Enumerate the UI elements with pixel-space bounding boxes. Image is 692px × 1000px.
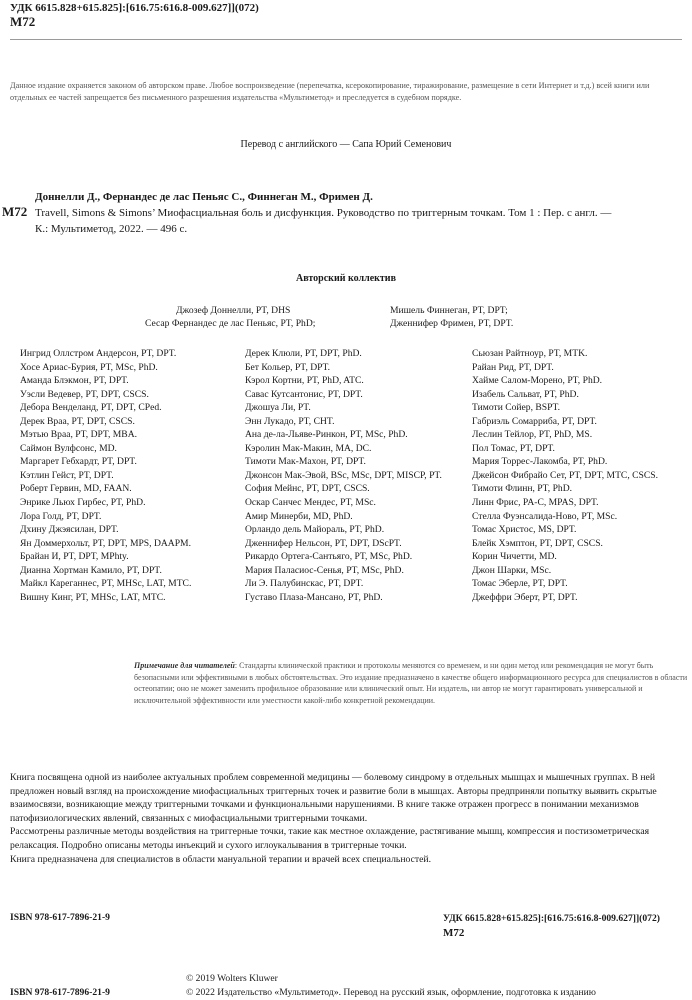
contributor: Амир Минерби, MD, PhD. [245,510,353,522]
contributor: Томас Эберле, PT, DPT. [472,578,568,590]
catalog-authors: Доннелли Д., Фернандес де лас Пеньяс С., Финнеган М., Фримен Д. [35,191,373,203]
copyright-original: © 2019 Wolters Kluwer [186,973,278,984]
contributor: Сьюзан Райтноур, PT, MTK. [472,348,588,359]
contributor: Тимоти Мак-Махон, PT, DPT. [245,456,366,468]
reader-note-text: : Стандарты клинической практики и протоколы меняются со временем, и ни один метод или рекомендация не могут быть безопасными или эффективными в любых обстоятельствах. Это издание предназначено в качестве общего информационного ресурса для специалистов в области остеопатии; оно не может заменить профильное образование или клинический опыт. Ни издатель, ни автор не могут гарантировать универсальной и исключительной эффективности или уместности какой-либо конкретной рекомендации. [134,661,688,705]
contributor: Ян Доммерхольт, PT, DPT, MPS, DAAPM. [20,537,191,549]
contributor: Пол Томас, PT, DPT. [472,442,555,454]
contributor: Саймон Вулфсонс, MD. [20,442,117,454]
contributor: Вишну Кинг, PT, MHSc, LAT, MTC. [20,591,166,603]
lead-editor: Сесар Фернандес де лас Пеньяс, PT, PhD; [145,318,316,329]
lead-editors-left [145,304,363,330]
author-collective-title: Авторский коллектив [296,273,396,284]
book-annotation [10,771,688,866]
contributor: Стелла Фуэнсалида-Ново, PT, MSc. [472,510,618,522]
contributor: Дерек Враа, PT, DPT, CSCS. [20,415,135,427]
contributor: Блейк Хэмптон, PT, DPT, CSCS. [472,537,603,549]
contributor: Кэрол Кортни, PT, PhD, ATC. [245,375,364,387]
bbk-code-header: M72 [10,14,36,29]
contributor: Леслин Тейлор, PT, PhD, MS. [472,429,593,441]
contributor: Брайан И, PT, DPT, MPhty. [20,551,129,563]
contributor: Савас Кутсантонис, PT, DPT. [245,388,363,400]
udk-code-footer: УДК 6615.828+615.825]:[616.75:616.8-009.627]](072) [443,913,660,924]
contributor: Энн Лукадо, PT, CHT. [245,415,335,427]
reader-note-label: Примечание для читателей [134,661,235,670]
contributor: Кэролин Мак-Макин, MA, DC. [245,442,372,454]
contributor: Хосе Ариас-Бурия, PT, MSc, PhD. [20,361,158,373]
reader-note [134,660,692,706]
annotation-paragraph: Книга предназначена для специалистов в области мануальной терапии и врачей всех специальностей. [10,853,432,865]
contributor: Томас Христос, MS, DPT. [472,524,577,536]
contributor: Лора Голд, PT, DPT. [20,510,102,522]
contributor: Мария Торрес-Лакомба, PT, PhD. [472,456,608,468]
contributor: Джонсон Мак-Эвой, BSc, MSc, DPT, MISCP, PT. [245,469,442,481]
isbn-footer: ISBN 978-617-7896-21-9 [10,987,110,998]
lead-editor: Дженнифер Фримен, PT, DPT. [390,318,514,329]
translator-credit: Перевод с английского — Сапа Юрий Семенович [240,139,452,150]
contributor: Бет Кольер, PT, DPT. [245,361,331,373]
contributor: Тимоти Флинн, PT, PhD. [472,483,573,495]
catalog-title-line-1: Travell, Simons & Simons’ Миофасциальная боль и дисфункция. Руководство по триггерным точкам. Том 1 : Пер. с англ. — [35,207,612,219]
contributors-column-3 [472,347,658,604]
contributor: Маргарет Гебхардт, PT, DPT. [20,456,137,468]
contributor: Джон Шарки, MSc. [472,564,552,576]
contributor: Дебора Венделанд, PT, DPT, CPed. [20,402,162,414]
contributor: Тимоти Сойер, BSPT. [472,402,561,414]
contributor: Дженнифер Нельсон, PT, DPT, DScPT. [245,537,402,549]
contributor: Хайме Салом-Морено, PT, PhD. [472,375,603,387]
contributor: Джошуа Ли, PT. [245,402,311,414]
contributor: Ингрид Оллстром Андерсон, PT, DPT. [20,348,177,359]
contributor: Густаво Плаза-Мансано, PT, PhD. [245,591,383,603]
lead-editor: Джозеф Доннелли, PT, DHS [176,305,291,316]
contributors-column-1 [20,347,191,604]
contributor: София Мейнс, PT, DPT, CSCS. [245,483,370,495]
bbk-code-footer: M72 [443,927,465,939]
contributor: Линн Фрис, PA-C, MPAS, DPT. [472,497,599,509]
annotation-paragraph: Рассмотрены различные методы воздействия на триггерные точки, такие как местное охлаждение, растягивание мышц, компрессия и постизометрическая релаксация. Подробно описаны методы инъекций и сухого иглоукалывания в триггерные точки. [10,826,650,851]
annotation-paragraph: Книга посвящена одной из наиболее актуальных проблем современной медицины — болевому синдрому в отдельных мышцах и мышечных группах. В ней предложен новый взгляд на происхождение миофасциальных триггерных точек и развитие боли в мышцах. Авторы предприняли попытку выявить скрытые взаимосвязи, возникающие между триггерными точками и функциональными нарушениями. В книге также отражен прогресс в понимании механизмов патофизиологических явлений, связанных с миофасциальными триггерными точками. [10,772,657,824]
copyright-notice: Данное издание охраняется законом об авторском праве. Любое воспроизведение (перепечатка, ксерокопирование, тиражирование, размещение в сети Интернет и т.д.) всей книги или отдельных ее частей запрещается без письменного разрешения издательства «Мультиметод» и преследуется в судебном порядке. [10,81,650,102]
contributor: Ана де-ла-Льяве-Ринкон, PT, MSc, PhD. [245,429,408,441]
contributor: Уэсли Ведевер, PT, DPT, CSCS. [20,388,149,400]
contributor: Кэтлин Гейст, PT, DPT. [20,469,114,481]
contributor: Джейсон Фибрайо Сет, PT, DPT, MTC, CSCS. [472,469,658,481]
header-divider [10,39,682,40]
contributor: Корин Чичетти, MD. [472,551,557,563]
catalog-code: M72 [2,204,28,219]
udk-code-header: УДК 6615.828+615.825]:[616.75:616.8-009.627]](072) [10,2,259,14]
contributor: Мария Паласиос-Сенья, PT, MSc, PhD. [245,564,404,576]
contributor: Дерек Клюли, PT, DPT, PhD. [245,348,362,359]
contributor: Габриэль Сомарриба, PT, DPT. [472,415,597,427]
contributor: Энрике Льюх Гирбес, PT, PhD. [20,497,146,509]
lead-editors-right [390,304,650,330]
contributor: Роберт Гервин, MD, FAAN. [20,483,132,495]
contributor: Мэтью Враа, PT, DPT, MBA. [20,429,138,441]
lead-editor: Мишель Финнеган, PT, DPT; [390,305,508,316]
copyright-translation: © 2022 Издательство «Мультиметод». Перевод на русский язык, оформление, подготовка к изданию [186,987,596,998]
contributor: Джеффри Эберт, PT, DPT. [472,591,578,603]
contributor: Орландо дель Майораль, PT, PhD. [245,524,385,536]
isbn: ISBN 978-617-7896-21-9 [10,912,110,923]
contributor: Оскар Санчес Мендес, PT, MSc. [245,497,376,509]
contributor: Дхину Джэясилан, DPT. [20,524,119,536]
contributor: Дианна Хортман Камило, PT, DPT. [20,564,162,576]
contributor: Ли Э. Палубинскас, PT, DPT. [245,578,364,590]
contributor: Райан Рид, PT, DPT. [472,361,554,373]
contributor: Аманда Блэкмон, PT, DPT. [20,375,129,387]
contributor: Рикардо Ортега-Сантьяго, PT, MSc, PhD. [245,551,413,563]
contributor: Изабель Сальват, PT, PhD. [472,388,579,400]
catalog-title-line-2: К.: Мультиметод, 2022. — 496 с. [35,223,188,235]
contributors-column-2 [245,347,442,604]
contributor: Майкл Кареганнес, PT, MHSc, LAT, MTC. [20,578,192,590]
